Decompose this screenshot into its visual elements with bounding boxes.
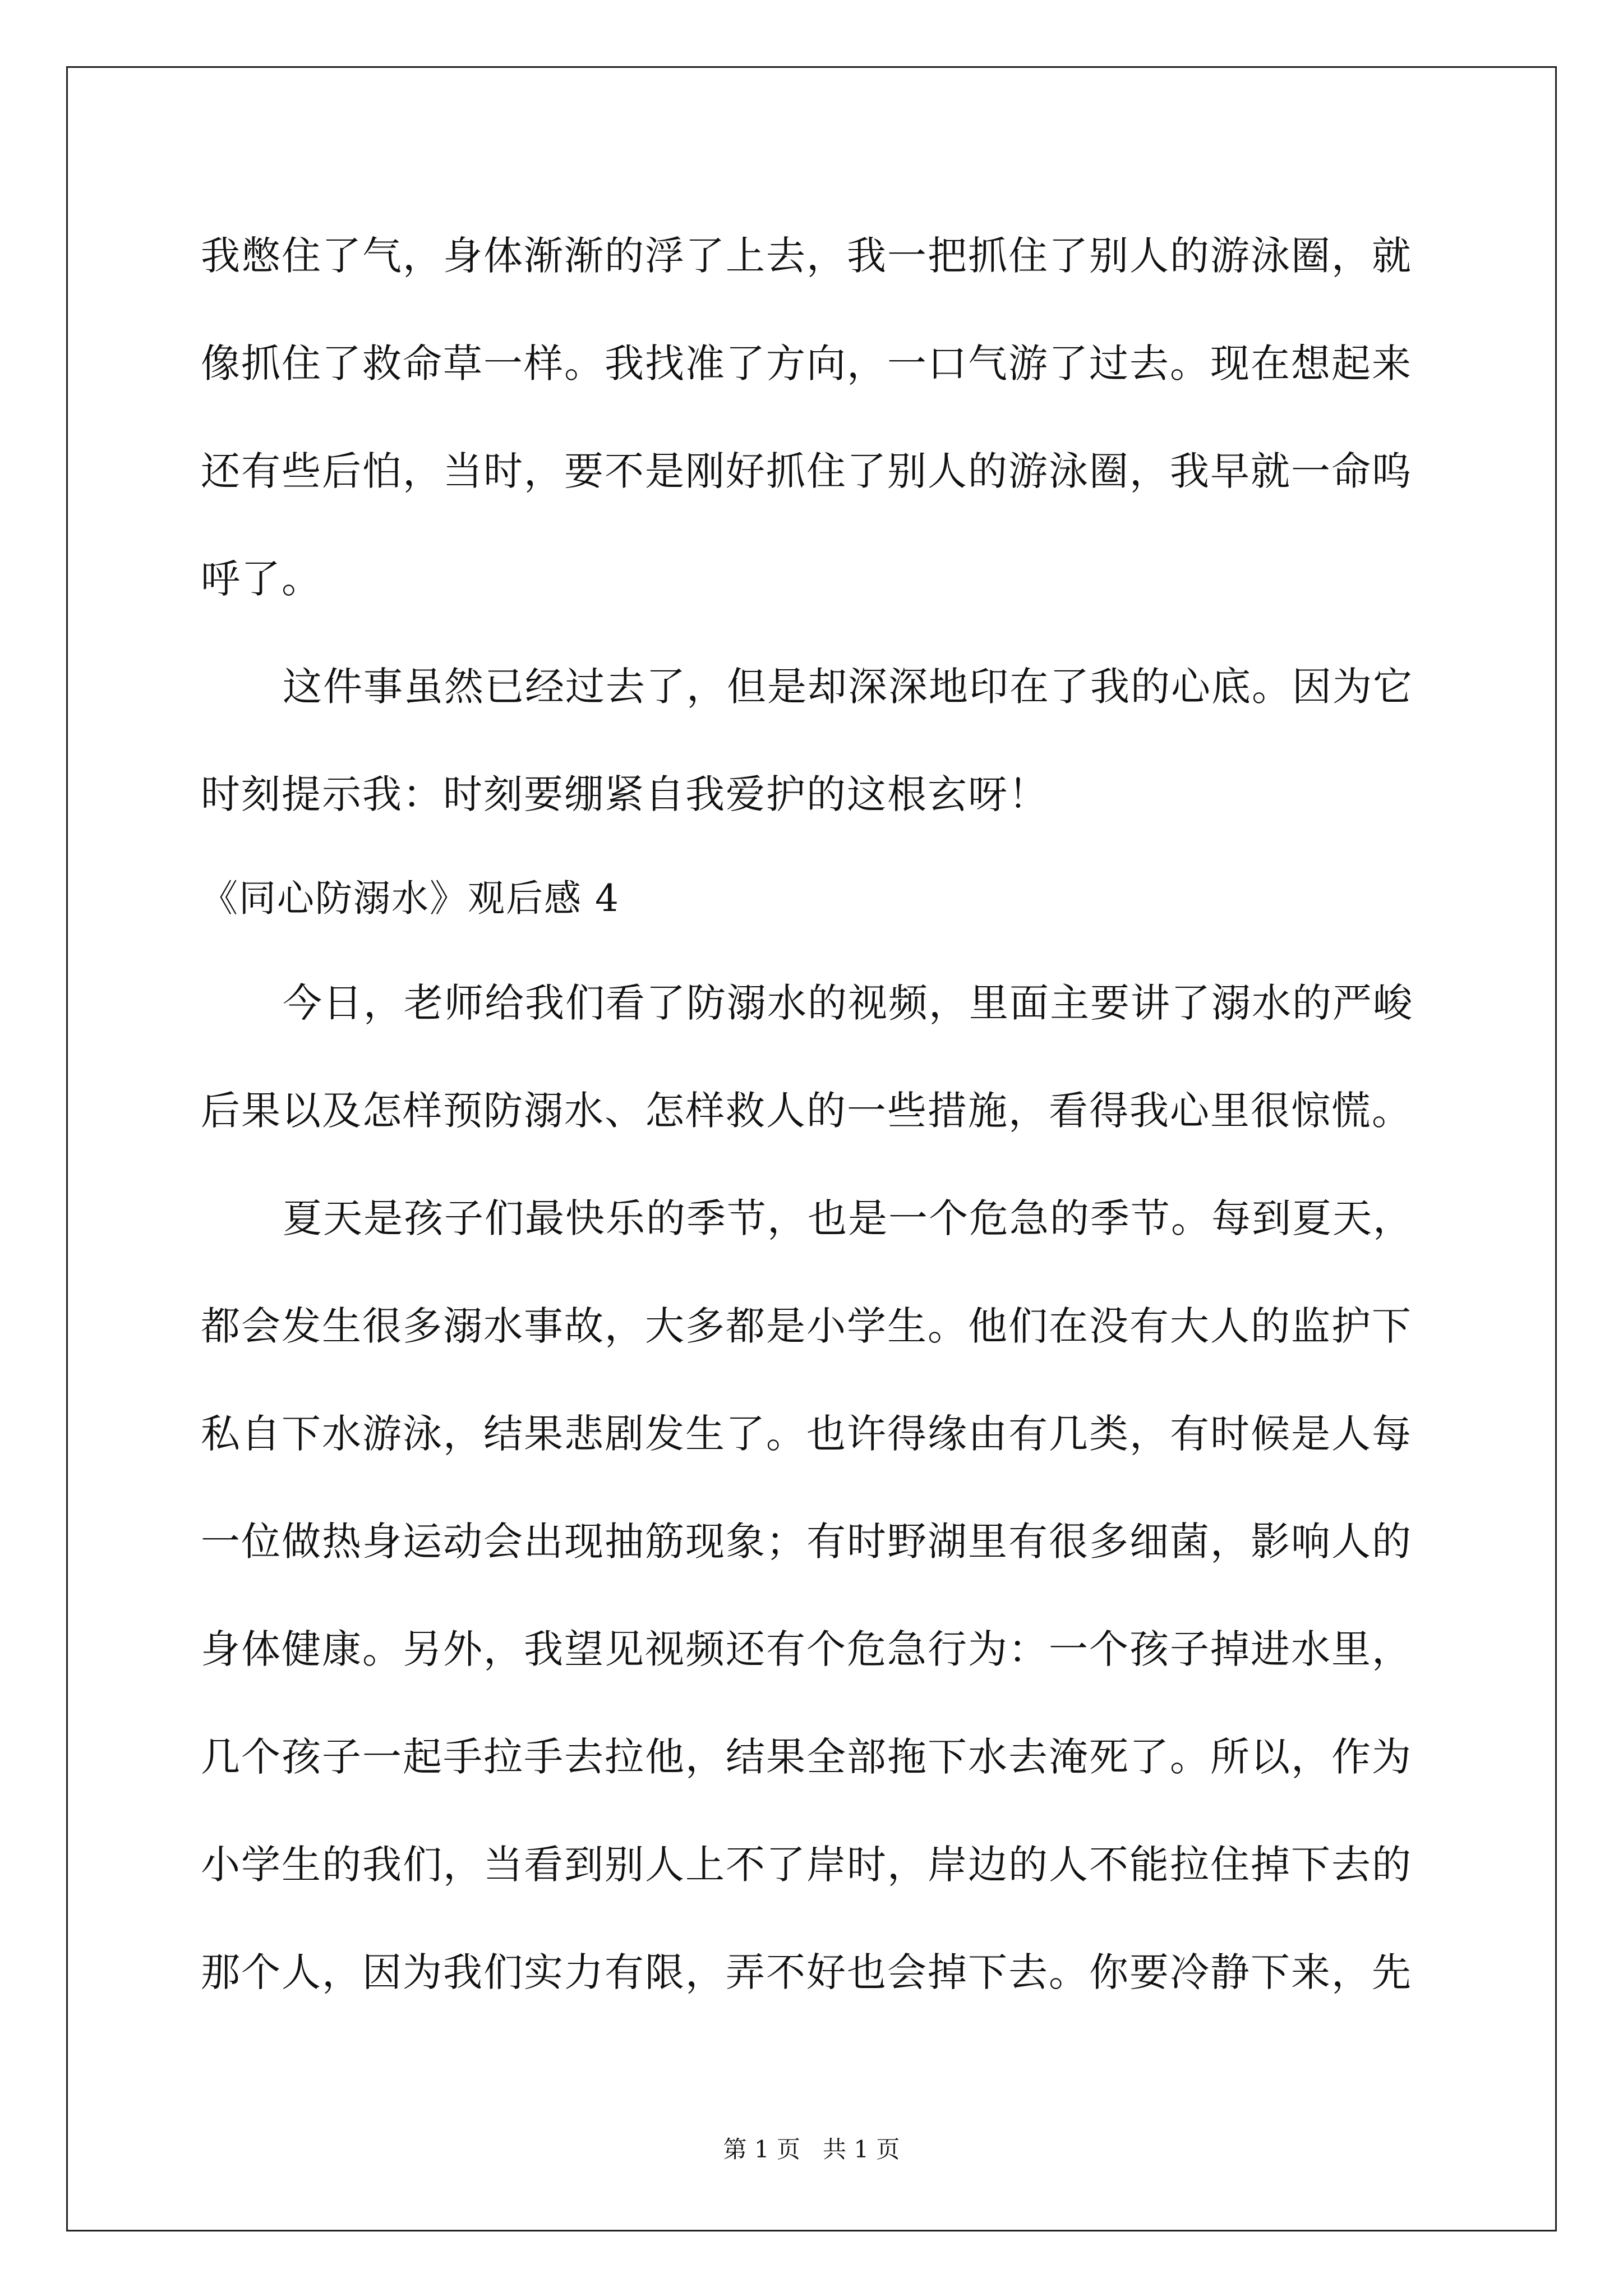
page-number: 第 1 页 [723,2136,800,2163]
text-line: 时刻提示我：时刻要绷紧自我爱护的这根玄呀！ [201,771,1049,817]
section-heading: 《同心防溺水》观后感 4 [201,877,620,920]
text-line: 我憋住了气，身体渐渐的浮了上去，我一把抓住了别人的游泳圈，就 [201,233,1412,279]
text-line: 这件事虽然已经过去了，但是却深深地印在了我的心底。因为它 [283,664,1413,710]
page-footer [0,2133,1623,2166]
page-total: 共 1 页 [823,2136,900,2163]
text-line: 那个人，因为我们实力有限，弄不好也会掉下去。你要冷静下来，先 [201,1949,1412,1995]
text-line: 今日，老师给我们看了防溺水的视频，里面主要讲了溺水的严峻 [283,980,1413,1026]
text-line: 几个孩子一起手拉手去拉他，结果全部拖下水去淹死了。所以，作为 [201,1734,1412,1780]
text-line: 一位做热身运动会出现抽筋现象；有时野湖里有很多细菌，影响人的 [201,1519,1412,1565]
text-line: 身体健康。另外，我望见视频还有个危急行为：一个孩子掉进水里， [201,1626,1412,1672]
text-line: 后果以及怎样预防溺水、怎样救人的一些措施，看得我心里很惊慌。 [201,1088,1412,1134]
text-line: 夏天是孩子们最快乐的季节，也是一个危急的季节。每到夏天， [283,1195,1413,1241]
text-line: 私自下水游泳，结果悲剧发生了。也许得缘由有几类，有时候是人每 [201,1411,1412,1457]
text-line: 小学生的我们，当看到别人上不了岸时，岸边的人不能拉住掉下去的 [201,1842,1412,1888]
text-line: 像抓住了救命草一样。我找准了方向，一口气游了过去。现在想起来 [201,341,1412,386]
text-line: 都会发生很多溺水事故，大多都是小学生。他们在没有大人的监护下 [201,1303,1412,1349]
document-body [201,202,1423,2026]
text-line: 还有些后怕，当时，要不是刚好抓住了别人的游泳圈，我早就一命呜 [201,448,1412,494]
text-line: 呼了。 [201,556,322,602]
